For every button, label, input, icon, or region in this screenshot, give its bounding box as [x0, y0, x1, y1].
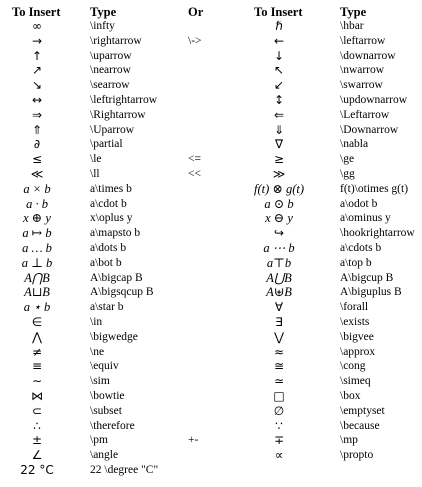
insert-symbol-left: ⋈ — [31, 389, 43, 403]
type-code-left: x\oplus y — [90, 212, 133, 225]
insert-symbol-right: ⋁ — [274, 329, 284, 344]
type-code-left: \searrow — [90, 79, 130, 92]
insert-symbol-right: ≈ — [273, 344, 285, 359]
type-code-left: \sim — [90, 375, 110, 388]
insert-symbol-left: ∼ — [31, 374, 43, 389]
type-code-left: \nearrow — [90, 64, 131, 77]
table-row — [0, 196, 422, 212]
type-code-left: \subset — [90, 404, 122, 417]
type-code-left: \ll — [90, 168, 100, 180]
insert-symbol-right: □ — [273, 389, 285, 403]
or-shortcut: <= — [188, 153, 201, 166]
type-code-left: \le — [90, 153, 102, 166]
insert-symbol-right: ≃ — [273, 374, 285, 389]
table-row — [0, 18, 422, 34]
type-code-left: a\dots b — [90, 242, 127, 254]
type-code-right: \downarrow — [340, 49, 396, 62]
type-code-right: A\biguplus B — [340, 286, 402, 299]
table-row — [0, 358, 422, 374]
or-shortcut: << — [188, 168, 201, 180]
insert-symbol-right: a⊤b — [266, 255, 292, 270]
table-row — [0, 418, 422, 434]
type-code-left: \infty — [90, 20, 115, 32]
insert-symbol-left: ↗ — [31, 63, 43, 78]
type-code-left: \leftrightarrow — [90, 94, 158, 106]
type-code-left: \angle — [90, 449, 119, 462]
table-row — [0, 151, 422, 167]
type-code-right: \updownarrow — [340, 94, 408, 106]
type-code-right: \emptyset — [340, 404, 385, 417]
insert-symbol-left: ∂ — [33, 137, 41, 152]
insert-symbol-left: ⇑ — [31, 122, 43, 137]
insert-symbol-right: ∃ — [275, 315, 283, 329]
type-code-left: \Rightarrow — [90, 108, 146, 121]
type-code-right: \Leftarrow — [340, 108, 390, 121]
insert-symbol-right: x ⊖ y — [265, 211, 293, 226]
insert-symbol-right: a ⊙ b — [264, 196, 294, 211]
type-code-right: \exists — [340, 316, 370, 328]
insert-symbol-left: a ⊥ b — [21, 255, 53, 270]
insert-symbol-left: ↔ — [31, 93, 43, 107]
type-code-left: \Uparrow — [90, 123, 135, 136]
insert-symbol-left: a ⋆ b — [23, 300, 51, 315]
insert-symbol-right: ≥ — [273, 152, 285, 167]
insert-symbol-left: ∞ — [32, 19, 42, 33]
insert-symbol-right: ≅ — [273, 359, 285, 374]
header-type-left: Type — [90, 5, 117, 19]
insert-symbol-right: ∝ — [274, 448, 284, 463]
table-row — [0, 225, 422, 241]
type-code-right: \box — [340, 390, 361, 402]
insert-symbol-left: 22 °C — [20, 463, 54, 477]
insert-symbol-left: ≠ — [31, 344, 43, 359]
type-code-right: \simeq — [340, 375, 371, 388]
type-code-left: A\bigsqcup B — [90, 286, 154, 299]
type-code-left: a\mapsto b — [90, 227, 141, 240]
insert-symbol-left: ⋀ — [32, 329, 42, 344]
insert-symbol-right: ∇ — [274, 137, 284, 152]
insert-symbol-left: A⊔B — [24, 285, 50, 300]
type-code-right: a\top b — [340, 256, 372, 269]
type-code-right: \nabla — [340, 138, 369, 151]
insert-symbol-left: ≤ — [31, 152, 43, 167]
type-code-left: \uparrow — [90, 49, 132, 62]
table-row — [0, 462, 422, 478]
type-code-right: f(t)\otimes g(t) — [340, 182, 409, 195]
type-code-left: \bowtie — [90, 390, 125, 402]
table-row — [0, 166, 422, 182]
type-code-left: \in — [90, 316, 103, 328]
or-shortcut: +- — [188, 434, 199, 447]
insert-symbol-left: ± — [31, 433, 43, 448]
header-to-insert-left: To Insert — [12, 5, 61, 19]
table-row — [0, 122, 422, 138]
type-code-left: a\times b — [90, 182, 132, 195]
table-row — [0, 447, 422, 463]
header-type-right: Type — [340, 5, 367, 19]
or-shortcut: \-> — [188, 34, 202, 47]
insert-symbol-right: ⇐ — [273, 107, 285, 122]
type-code-left: \ne — [90, 345, 105, 358]
insert-symbol-right: ∅ — [273, 403, 285, 418]
header-or: Or — [188, 5, 204, 19]
insert-symbol-right: ↙ — [273, 78, 285, 93]
insert-symbol-left: a … b — [22, 241, 52, 255]
insert-symbol-right: ↕ — [273, 93, 285, 107]
insert-symbol-left: ∠ — [31, 448, 43, 463]
insert-symbol-right: ≫ — [272, 167, 286, 181]
type-code-left: \partial — [90, 138, 123, 151]
table-row — [0, 77, 422, 93]
type-code-left: \rightarrow — [90, 34, 142, 47]
table-row — [0, 48, 422, 64]
type-code-right: \hbar — [340, 20, 364, 32]
type-code-right: \ge — [340, 153, 355, 166]
table-row — [0, 33, 422, 49]
insert-symbol-left: ↘ — [31, 78, 43, 93]
type-code-right: \leftarrow — [340, 34, 386, 47]
type-code-right: \Downarrow — [340, 123, 399, 136]
insert-symbol-right: ∵ — [275, 418, 283, 433]
table-row — [0, 181, 422, 197]
type-code-right: \hookrightarrow — [340, 227, 415, 240]
type-code-right: \cong — [340, 360, 366, 373]
type-code-left: a\bot b — [90, 256, 122, 269]
table-row — [0, 403, 422, 419]
type-code-right: \nwarrow — [340, 64, 385, 77]
type-code-left: a\star b — [90, 301, 124, 314]
type-code-left: 22 \degree "C" — [90, 464, 159, 476]
table-row — [0, 136, 422, 152]
insert-symbol-right: A⊎B — [266, 285, 292, 300]
table-row — [0, 344, 422, 360]
type-code-left: \equiv — [90, 360, 119, 373]
insert-symbol-left: → — [31, 33, 43, 48]
table-row — [0, 284, 422, 300]
table-row — [0, 373, 422, 389]
insert-symbol-left: A⋂B — [24, 270, 50, 285]
insert-symbol-left: ≡ — [31, 359, 43, 374]
insert-symbol-left: ≪ — [30, 167, 44, 181]
insert-symbol-right: ∀ — [274, 300, 284, 315]
header-to-insert-right: To Insert — [254, 5, 303, 19]
type-code-right: a\ominus y — [340, 212, 391, 225]
table-row — [0, 210, 422, 226]
insert-symbol-right: ∓ — [273, 433, 285, 448]
type-code-right: \mp — [340, 434, 358, 447]
type-code-right: \swarrow — [340, 79, 383, 92]
table-row — [0, 107, 422, 123]
type-code-right: \because — [340, 419, 380, 432]
type-code-right: \propto — [340, 449, 374, 462]
insert-symbol-right: ℏ — [275, 19, 283, 33]
insert-symbol-left: ∴ — [33, 418, 41, 433]
insert-symbol-left: a ↦ b — [22, 226, 52, 241]
type-code-left: A\bigcap B — [90, 271, 143, 284]
insert-symbol-left: a · b — [26, 196, 48, 211]
insert-symbol-left: ⊂ — [31, 403, 43, 418]
insert-symbol-right: ↖ — [273, 63, 285, 78]
type-code-right: \gg — [340, 168, 355, 180]
insert-symbol-left: x ⊕ y — [23, 211, 51, 226]
insert-symbol-right: ← — [273, 33, 285, 48]
type-code-left: a\cdot b — [90, 197, 127, 210]
insert-symbol-left: ↑ — [31, 48, 43, 63]
type-code-right: \approx — [340, 345, 376, 358]
type-code-right: A\bigcup B — [340, 271, 394, 284]
insert-symbol-right: A⋃B — [266, 270, 292, 285]
insert-symbol-right: ↓ — [273, 48, 285, 63]
table-row — [0, 388, 422, 404]
table-row — [0, 299, 422, 315]
table-row — [0, 92, 422, 108]
insert-symbol-right: ⇓ — [273, 122, 285, 137]
type-code-right: \bigvee — [340, 330, 374, 343]
type-code-left: \bigwedge — [90, 330, 138, 343]
type-code-right: \forall — [340, 301, 369, 314]
table-row — [0, 255, 422, 271]
table-row — [0, 62, 422, 78]
insert-symbol-left: ⇒ — [31, 107, 43, 122]
table-row — [0, 329, 422, 345]
type-code-left: \pm — [90, 434, 108, 447]
table-row — [0, 240, 422, 256]
insert-symbol-right: f(t) ⊗ g(t) — [253, 181, 305, 196]
type-code-right: a\cdots b — [340, 242, 382, 254]
type-code-right: a\odot b — [340, 197, 378, 210]
table-row — [0, 314, 422, 330]
table-row — [0, 270, 422, 286]
table-row — [0, 432, 422, 448]
insert-symbol-right: ↪ — [273, 226, 285, 241]
insert-symbol-left: ∈ — [31, 315, 43, 329]
type-code-left: \therefore — [90, 419, 135, 432]
insert-symbol-right: a ⋯ b — [263, 241, 295, 255]
insert-symbol-left: a × b — [23, 181, 51, 196]
